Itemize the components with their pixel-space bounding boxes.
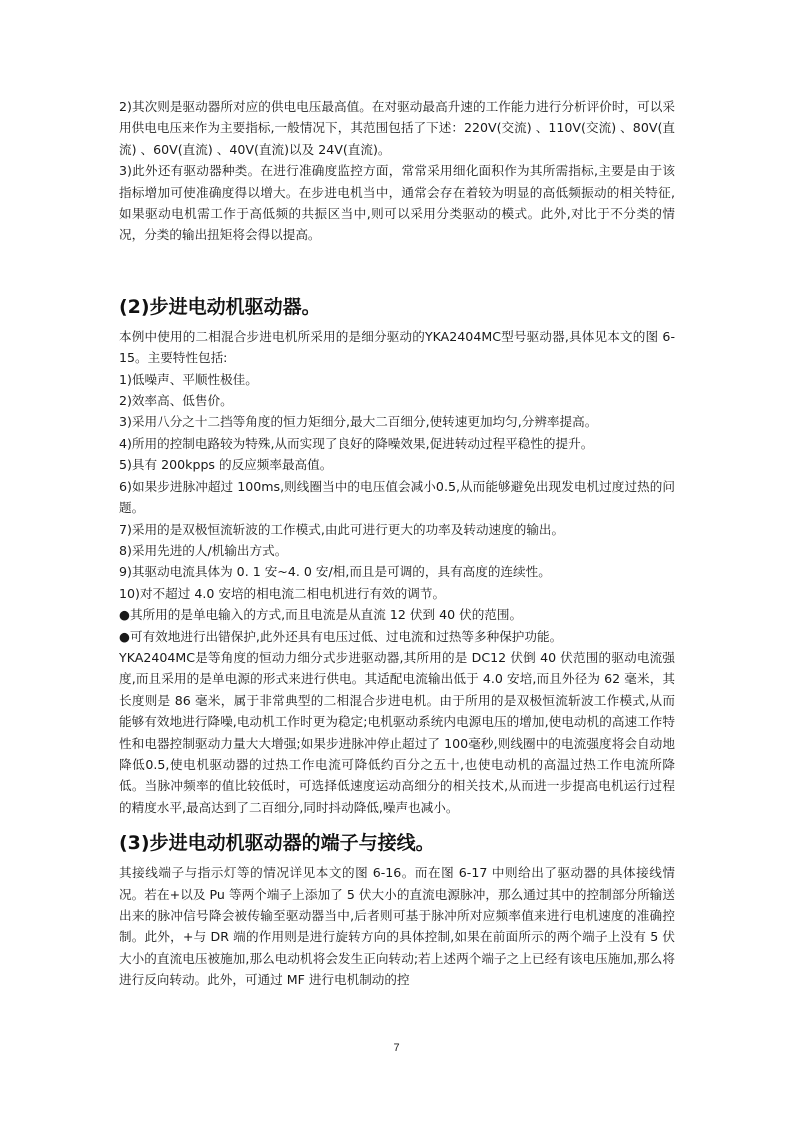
list-item: 6)如果步进脉冲超过 100ms,则线圈当中的电压值会减小0.5,从而能够避免出现发电机过度过热的问题。 (119, 478, 675, 516)
page-number: 7 (393, 1042, 400, 1054)
list-item: 8)采用先进的人/机输出方式。 (119, 542, 288, 558)
list-item: 7)采用的是双极恒流斩波的工作模式,由此可进行更大的功率及转动速度的输出。 (119, 521, 565, 537)
bullet-item: ●其所用的是单电输入的方式,而且电流是从直流 12 伏到 40 伏的范围。 (119, 607, 523, 623)
list-item: 1)低噪声、平顺性极佳。 (119, 371, 258, 387)
bullet-item: ●可有效地进行出错保护,此外还具有电压过低、过电流和过热等多种保护功能。 (119, 628, 563, 644)
list-item: 2)效率高、低售价。 (119, 393, 233, 409)
section-heading-terminals-wiring: (3)步进电动机驱动器的端子与接线。 (119, 832, 435, 855)
spacer (119, 246, 675, 292)
section-heading-stepper-driver: (2)步进电动机驱动器。 (119, 295, 321, 318)
list-item: 5)具有 200kpps 的反应频率最高值。 (119, 457, 333, 473)
spacer (119, 818, 675, 828)
paragraph: 本例中使用的二相混合步进电机所采用的是细分驱动的YKA2404MC型号驱动器,具体见本文的图 6-15。主要特性包括: (119, 328, 675, 366)
paragraph: 其接线端子与指示灯等的情况详见本文的图 6-16。而在图 6-17 中则给出了驱动器的具体接线情况。若在+以及 Pu 等两个端子上添加了 5 伏大小的直流电源脉冲，那么通过其中的控制部分所输送出来的脉冲信号降会被传输至驱动器当中,后者则可基于脉冲所对应频率值来进行电机速度的准确控制。此外，+与 DR 端的作用则是进行旋转方向的具体控制,如果在前面所示的两个端子上没有 5 伏大小的直流电压被施加,那么电动机将会发生正向转动;若上述两个端子之上已经有该电压施加,那么将进行反向转动。此外，可通过 MF 进行电机制动的控 (119, 865, 675, 988)
paragraph: 3)此外还有驱动器种类。在进行准确度监控方面，常常采用细化面积作为其所需指标,主要是由于该指标增加可使准确度得以增大。在步进电机当中，通常会存在着较为明显的高低频振动的相关特征,如果驱动电机需工作于高低频的共振区当中,则可以采用分类驱动的模式。此外,对比于不分类的情况，分类的输出扭矩将会得以提高。 (119, 163, 675, 243)
list-item: 9)其驱动电流具体为 0. 1 安~4. 0 安/相,而且是可调的，具有高度的连续性。 (119, 564, 551, 580)
list-item: 4)所用的控制电路较为特殊,从而实现了良好的降噪效果,促进转动过程平稳性的提升。 (119, 435, 594, 451)
paragraph: YKA2404MC是等角度的恒动力细分式步进驱动器,其所用的是 DC12 伏倒 40 伏范围的驱动电流强度,而且采用的是单电源的形式来进行供电。其适配电流输出低于 4.0 安培,而且外径为 62 毫米，其长度则是 86 毫米，属于非常典型的二相混合步进电机。由于所用的是双极恒流斩波工作模式,从而能够有效地进行降噪,电动机工作时更为稳定;电机驱动系统内电源电压的增加,使电动机的高速工作特性和电器控制驱动力量大大增强;如果步进脉冲停止超过了 100毫秒,则线圈中的电流强度将会自动地降低0.5,使电机驱动器的过热工作电流可降低约百分之五十,也使电动机的高温过热工作电流所降低。当脉冲频率的值比较低时，可选择低速度运动高细分的相关技术,从而进一步提高电机运行过程的精度水平,最高达到了二百细分,同时抖动降低,噪声也减小。 (119, 649, 675, 815)
list-item: 3)采用八分之十二挡等角度的恒力矩细分,最大二百细分,使转速更加均匀,分辨率提高。 (119, 414, 598, 430)
list-item: 10)对不超过 4.0 安培的相电流二相电机进行有效的调节。 (119, 585, 446, 601)
paragraph: 2)其次则是驱动器所对应的供电电压最高值。在对驱动最高升速的工作能力进行分析评价时，可以采用供电电压来作为主要指标,一般情况下，其范围包括了下述：220V(交流) 、110V(交流) 、80V(直流) 、60V(直流) 、40V(直流)以及 24V(直流)。 (119, 99, 675, 157)
page-content (119, 96, 675, 991)
